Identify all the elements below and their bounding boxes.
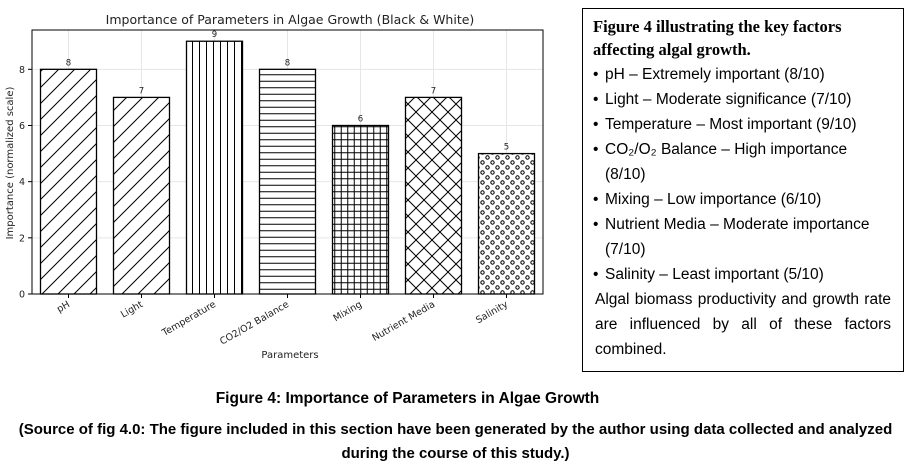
- list-item: • Nutrient Media – Moderate importance (7/10): [593, 212, 891, 262]
- list-item: • Mixing – Low importance (6/10): [593, 187, 891, 212]
- data-label: 9: [211, 30, 218, 41]
- y-tick-label: 4: [18, 177, 25, 189]
- bar-pattern: [333, 125, 389, 294]
- info-box: [582, 8, 904, 372]
- x-tick-label: Light: [118, 299, 145, 321]
- data-label: 7: [138, 86, 145, 97]
- x-tick-label: Salinity: [474, 299, 510, 327]
- y-tick-label: 0: [18, 289, 25, 301]
- data-label: 8: [65, 58, 72, 69]
- bar-pattern: [479, 154, 535, 294]
- x-tick-label: Temperature: [160, 299, 218, 339]
- figure-caption: Figure 4: Importance of Parameters in Algae Growth: [215, 390, 600, 407]
- y-tick-label: 6: [18, 120, 25, 132]
- y-axis-label: Importance (normalized scale): [5, 86, 16, 240]
- bar-pattern: [406, 97, 462, 294]
- y-tick-label: 2: [18, 233, 25, 245]
- bar-pattern: [41, 69, 97, 294]
- info-box-title: Figure 4 illustrating the key factors affecting algal growth.: [593, 17, 842, 59]
- factor-list: [593, 62, 891, 287]
- x-tick-label: Mixing: [331, 299, 364, 325]
- x-tick-label: Nutrient Media: [370, 299, 437, 344]
- x-axis-label: Parameters: [261, 350, 319, 361]
- bar-pattern: [114, 97, 170, 294]
- data-label: 7: [430, 86, 437, 97]
- bar-chart: [0, 0, 575, 372]
- data-label: 8: [284, 58, 291, 69]
- list-item: • Temperature – Most important (9/10): [593, 112, 891, 137]
- chart-title: Importance of Parameters in Algae Growth (Black & White): [105, 12, 475, 27]
- figure-source-note: (Source of fig 4.0: The figure included in this section have been generated by the author using data collected and analyzed during the course of this study.): [18, 421, 893, 462]
- info-box-note: Algal biomass productivity and growth rate are influenced by all of these factors combined.: [595, 291, 891, 358]
- y-tick-label: 8: [18, 64, 25, 76]
- list-item: • pH – Extremely important (8/10): [593, 62, 891, 87]
- data-label: 5: [503, 142, 510, 153]
- data-label: 6: [357, 114, 364, 125]
- bar-pattern: [187, 41, 243, 294]
- x-tick-label: CO2/O2 Balance: [218, 299, 291, 348]
- bar-pattern: [260, 69, 316, 294]
- list-item: • Salinity – Least important (5/10): [593, 262, 891, 287]
- list-item: • CO₂/O₂ Balance – High importance (8/10): [593, 137, 891, 187]
- x-tick-label: pH: [55, 299, 72, 316]
- list-item: • Light – Moderate significance (7/10): [593, 87, 891, 112]
